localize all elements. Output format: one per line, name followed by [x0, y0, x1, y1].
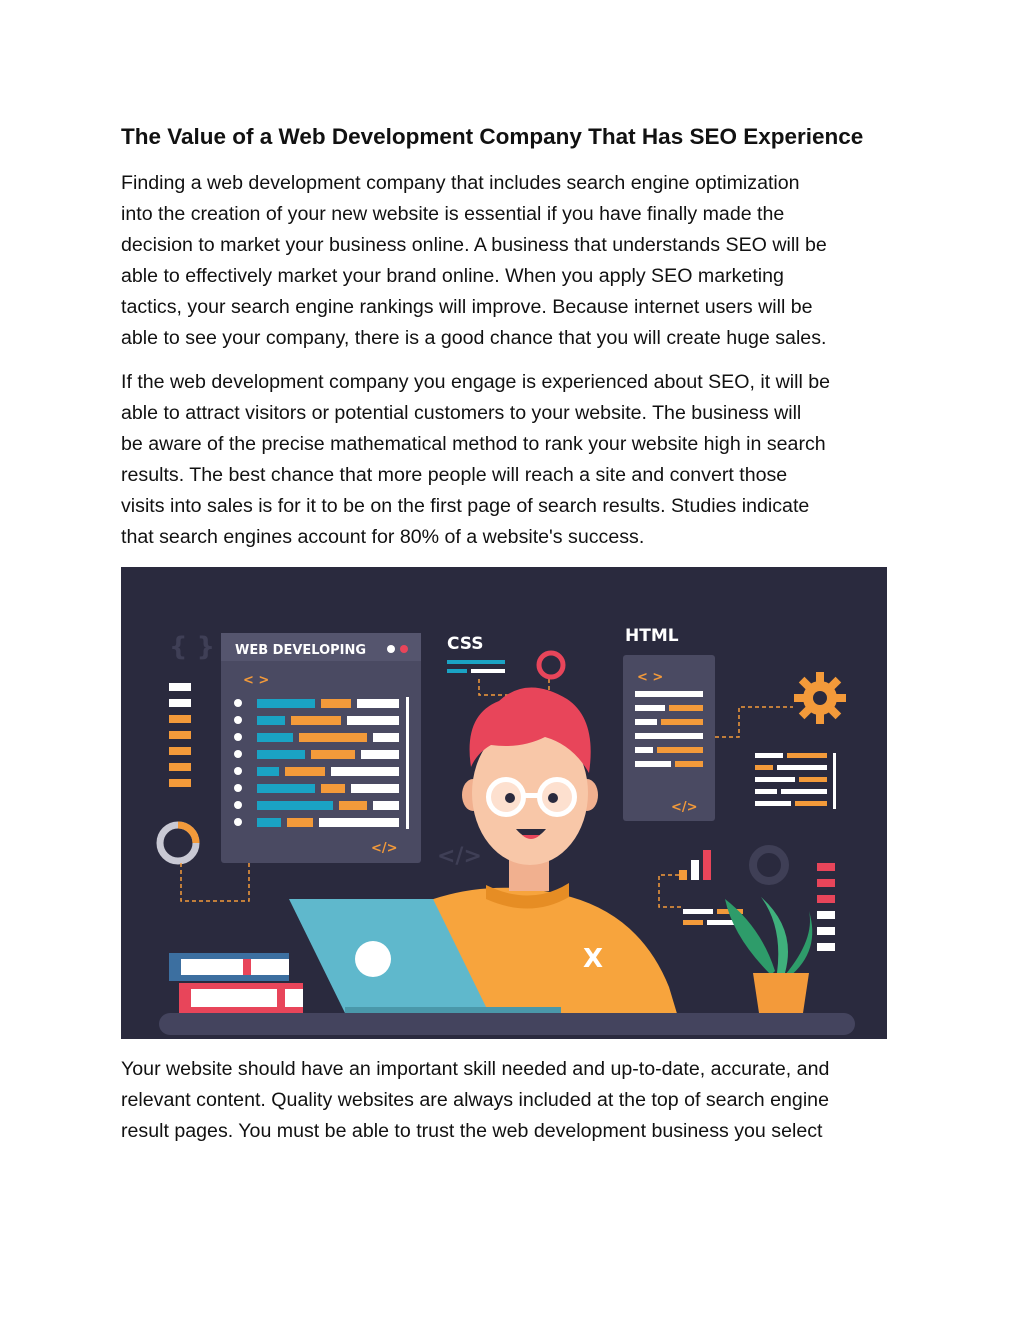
- css-label: CSS: [447, 634, 484, 654]
- html-label: HTML: [625, 626, 679, 646]
- web-developer-illustration: [121, 567, 887, 1039]
- document-title: The Value of a Web Development Company That Has SEO Experience: [121, 124, 864, 149]
- desk: [159, 1013, 855, 1035]
- paragraph-3: [121, 1054, 911, 1147]
- paragraph-line: Finding a web development company that includes search engine optimization: [121, 172, 800, 194]
- close-tag-label: </>: [371, 841, 398, 856]
- faint-gear-icon: [753, 849, 785, 881]
- paragraph-line: be aware of the precise mathematical method to rank your website high in search: [121, 433, 826, 455]
- css-block: [447, 634, 563, 695]
- paragraph-line: decision to market your business online. A business that understands SEO will be: [121, 234, 827, 256]
- braces-decoration: { }: [169, 632, 216, 662]
- open-tag-label: < >: [243, 673, 270, 688]
- paragraph-line: that search engines account for 80% of a website's success.: [121, 526, 645, 548]
- right-list-icon: [817, 863, 835, 951]
- paragraph-1: [121, 168, 911, 354]
- gear-icon: [794, 672, 846, 724]
- paragraph-line: result pages. You must be able to trust the web development business you select: [121, 1120, 823, 1142]
- books-icon: [169, 953, 303, 1013]
- paragraph-line: results. The best chance that more people will reach a site and convert those: [121, 464, 788, 486]
- paragraph-line: visits into sales is for it to be on the first page of search results. Studies indicate: [121, 495, 810, 517]
- paragraph-line: relevant content. Quality websites are always included at the top of search engine: [121, 1089, 829, 1111]
- faint-tag-decoration: </>: [437, 844, 482, 869]
- web-developing-label: WEB DEVELOPING: [235, 643, 367, 658]
- paragraph-line: If the web development company you engage is experienced about SEO, it will be: [121, 371, 831, 393]
- mini-bar-chart-icon: [659, 850, 711, 907]
- html-open-tag: < >: [637, 670, 664, 685]
- shirt-x-mark: X: [583, 944, 604, 974]
- paragraph-line: tactics, your search engine rankings will improve. Because internet users will be: [121, 296, 813, 318]
- paragraph-line: able to effectively market your brand online. When you apply SEO marketing: [121, 265, 784, 287]
- paragraph-line: into the creation of your new website is essential if you have finally made the: [121, 203, 785, 225]
- paragraph-2: [121, 367, 911, 553]
- paragraph-line: able to see your company, there is a good chance that you will create huge sales.: [121, 327, 827, 349]
- illustration-canvas: [121, 567, 887, 1039]
- web-developing-panel: [221, 633, 421, 863]
- plant-icon: [725, 897, 812, 1013]
- html-close-tag: </>: [671, 800, 698, 815]
- paragraph-line: able to attract visitors or potential customers to your website. The business will: [121, 402, 802, 424]
- paragraph-line: Your website should have an important skill needed and up-to-date, accurate, and: [121, 1058, 830, 1080]
- left-list-icon: [169, 683, 191, 787]
- right-code-lines-icon: [755, 753, 836, 809]
